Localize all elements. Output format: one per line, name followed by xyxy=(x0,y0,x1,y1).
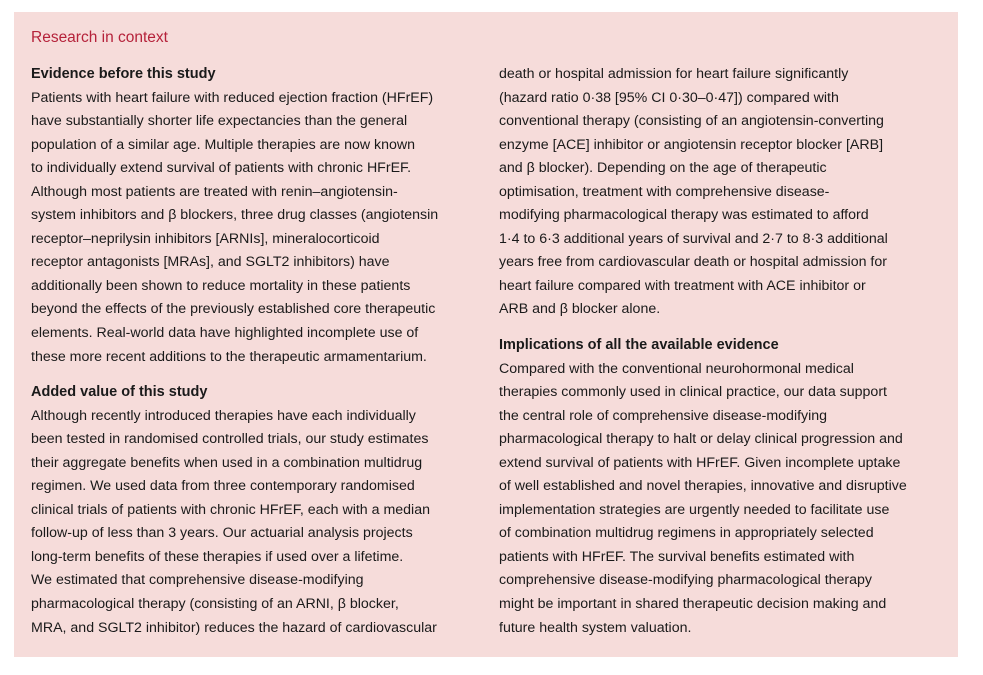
text-line: and β blocker). Depending on the age of therapeutic xyxy=(499,160,827,177)
text-line: additionally been shown to reduce mortality in these patients xyxy=(31,277,411,294)
heading-added-value: Added value of this study xyxy=(31,384,208,401)
text-line: elements. Real-world data have highlighted incomplete use of xyxy=(31,325,419,342)
text-line: enzyme [ACE] inhibitor or angiotensin receptor blocker [ARB] xyxy=(499,136,884,153)
body-added-value-continued xyxy=(499,63,949,322)
text-line: clinical trials of patients with chronic HFrEF, each with a median xyxy=(31,501,430,518)
research-in-context-panel xyxy=(14,12,958,657)
body-added-value xyxy=(31,405,486,640)
text-line: 1·4 to 6·3 additional years of survival and 2·7 to 8·3 additional xyxy=(499,230,888,247)
text-line: of well established and novel therapies, innovative and disruptive xyxy=(499,478,907,495)
right-column xyxy=(499,63,949,640)
text-line: Patients with heart failure with reduced ejection fraction (HFrEF) xyxy=(31,89,434,106)
text-line: pharmacological therapy (consisting of an ARNI, β blocker, xyxy=(31,596,399,613)
text-line: receptor–neprilysin inhibitors [ARNIs], mineralocorticoid xyxy=(31,230,380,247)
text-line: of combination multidrug regimens in appropriately selected xyxy=(499,525,874,542)
text-line: conventional therapy (consisting of an angiotensin-converting xyxy=(499,113,884,130)
text-line: extend survival of patients with HFrEF. Given incomplete uptake xyxy=(499,454,901,471)
text-line: We estimated that comprehensive disease-modifying xyxy=(31,572,364,589)
text-line: to individually extend survival of patients with chronic HFrEF. xyxy=(31,160,412,177)
body-evidence-before xyxy=(31,87,486,370)
text-line: (hazard ratio 0·38 [95% CI 0·30–0·47]) compared with xyxy=(499,89,839,106)
section-gap xyxy=(31,369,486,381)
panel-title: Research in context xyxy=(31,29,168,46)
text-line: future health system valuation. xyxy=(499,619,692,636)
text-line: population of a similar age. Multiple therapies are now known xyxy=(31,136,416,153)
text-line: heart failure compared with treatment with ACE inhibitor or xyxy=(499,277,866,294)
text-line: modifying pharmacological therapy was estimated to afford xyxy=(499,207,869,224)
text-line: might be important in shared therapeutic decision making and xyxy=(499,596,887,613)
text-line: long-term benefits of these therapies if used over a lifetime. xyxy=(31,548,404,565)
text-line: pharmacological therapy to halt or delay clinical progression and xyxy=(499,431,903,448)
text-line: patients with HFrEF. The survival benefits estimated with xyxy=(499,548,855,565)
text-line: follow-up of less than 3 years. Our actuarial analysis projects xyxy=(31,525,413,542)
text-line: optimisation, treatment with comprehensive disease- xyxy=(499,183,830,200)
text-line: these more recent additions to the therapeutic armamentarium. xyxy=(31,348,427,365)
text-line: regimen. We used data from three contemporary randomised xyxy=(31,478,415,495)
text-line: their aggregate benefits when used in a combination multidrug xyxy=(31,454,423,471)
text-line: system inhibitors and β blockers, three drug classes (angiotensin xyxy=(31,207,439,224)
heading-implications: Implications of all the available evidence xyxy=(499,337,779,354)
text-line: the central role of comprehensive disease-modifying xyxy=(499,407,828,424)
text-line: ARB and β blocker alone. xyxy=(499,301,661,318)
text-line: years free from cardiovascular death or hospital admission for xyxy=(499,254,887,271)
text-line: comprehensive disease-modifying pharmacological therapy xyxy=(499,572,873,589)
text-line: therapies commonly used in clinical practice, our data support xyxy=(499,384,887,401)
text-line: death or hospital admission for heart failure significantly xyxy=(499,66,849,82)
body-implications xyxy=(499,358,949,641)
text-line: been tested in randomised controlled trials, our study estimates xyxy=(31,431,429,448)
text-line: beyond the effects of the previously established core therapeutic xyxy=(31,301,436,318)
text-line: Although most patients are treated with renin–angiotensin- xyxy=(31,183,398,200)
text-line: Compared with the conventional neurohormonal medical xyxy=(499,360,854,377)
text-line: have substantially shorter life expectancies than the general xyxy=(31,113,408,130)
left-column xyxy=(31,63,486,640)
text-line: Although recently introduced therapies have each individually xyxy=(31,407,416,424)
text-line: implementation strategies are urgently needed to facilitate use xyxy=(499,501,890,518)
text-line: MRA, and SGLT2 inhibitor) reduces the hazard of cardiovascular xyxy=(31,619,437,636)
text-line: receptor antagonists [MRAs], and SGLT2 inhibitors) have xyxy=(31,254,390,271)
heading-evidence-before: Evidence before this study xyxy=(31,66,216,82)
section-gap xyxy=(499,322,949,334)
